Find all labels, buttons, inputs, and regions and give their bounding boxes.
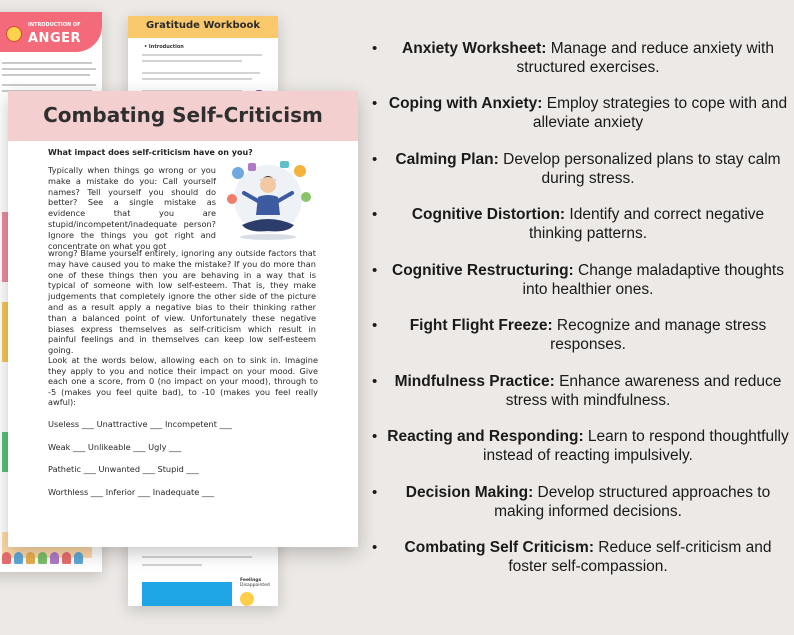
paragraph-biases: wrong? Blame yourself entirely, ignoring any outside factors that may have caused you to make the mistake? If you do more than one of these things then you are behaving in a way that is typical of someone with low self-esteem. That is, they make judgements that completely ignore the other side of the picture and as a result apply a negative bias to their thinking rather than a balanced point of view. Unfortunately these negative biases express themselves as self-criticism which result in painful feelings and in themselves can keep low self-esteem going.	[48, 248, 316, 356]
word-row-3: Pathetic ___ Unwanted ___ Stupid ___	[48, 464, 199, 474]
feature-item	[372, 40, 790, 77]
bullet-icon: •	[372, 428, 378, 445]
feature-desc: Identify and correct negative thinking patterns.	[528, 206, 765, 242]
question-heading: What impact does self-criticism have on you?	[48, 148, 253, 157]
feature-name: Anxiety Worksheet:	[402, 40, 547, 57]
bullet-icon: •	[372, 151, 378, 168]
bullet-icon: •	[372, 262, 378, 279]
self-criticism-worksheet	[8, 91, 358, 547]
answer-box	[142, 582, 232, 606]
feature-name: Calming Plan:	[395, 151, 499, 168]
word-row-2: Weak ___ Unlikeable ___ Ugly ___	[48, 442, 182, 452]
bullet-icon: •	[372, 373, 378, 390]
feature-desc: Develop structured approaches to making informed decisions.	[494, 484, 771, 520]
anger-intro-label: INTRODUCTION OF	[28, 22, 81, 28]
feature-item	[372, 539, 790, 576]
feature-name: Cognitive Distortion:	[411, 206, 566, 223]
worksheet-title: Combating Self-Criticism	[43, 103, 323, 127]
feature-name: Decision Making:	[405, 484, 534, 501]
meditating-person-illustration	[222, 159, 314, 247]
feature-desc: Learn to respond thoughtfully instead of reacting impulsively.	[483, 428, 789, 464]
paragraph-instructions: Look at the words below, allowing each on to sink in. Imagine they apply to you and notice their impact on your mood. Give each one a score, from 0 (no impact on your mood), through to -5 (makes you feel quite bad), to -10 (makes you feel really awful):	[48, 355, 318, 408]
feature-name: Combating Self Criticism:	[404, 539, 594, 556]
bullet-icon: •	[372, 539, 378, 556]
feature-item	[372, 373, 790, 410]
paragraph-intro: Typically when things go wrong or you make a mistake do you: Call yourself names? Tell yourself you should do better? See a single mistake as evidence that you are stupid/incompetent/inadequate person? Ignore the things you got right and concentrate on what you got	[48, 165, 216, 251]
feature-name: Cognitive Restructuring:	[392, 262, 574, 279]
feature-desc: Manage and reduce anxiety with structured exercises.	[516, 40, 774, 76]
feature-item	[372, 317, 790, 354]
feelings-label: Feelings Disappointed	[240, 578, 270, 588]
feature-desc: Recognize and manage stress responses.	[550, 317, 767, 353]
gratitude-intro-label: • Introduction	[144, 44, 184, 50]
bullet-icon: •	[372, 206, 378, 223]
feature-desc: Reduce self-criticism and foster self-compassion.	[508, 539, 772, 575]
bullet-icon: •	[372, 40, 378, 57]
bullet-icon: •	[372, 317, 378, 334]
feature-name: Mindfulness Practice:	[394, 373, 555, 390]
feature-item	[372, 95, 790, 132]
disappointed-face-icon	[240, 592, 254, 606]
word-row-4: Worthless ___ Inferior ___ Inadequate ___	[48, 487, 215, 497]
feature-desc: Employ strategies to cope with and alleviate anxiety	[532, 95, 788, 131]
feature-item	[372, 484, 790, 521]
word-row-1: Useless ___ Unattractive ___ Incompetent ___	[48, 419, 232, 429]
feature-name: Fight Flight Freeze:	[409, 317, 553, 334]
anger-title: ANGER	[28, 31, 82, 46]
feature-desc: Change maladaptive thoughts into healthier ones.	[522, 262, 784, 298]
bullet-icon: •	[372, 484, 378, 501]
feature-item	[372, 206, 790, 243]
feature-name: Coping with Anxiety:	[388, 95, 543, 112]
people-illustration	[2, 552, 102, 566]
feature-desc: Enhance awareness and reduce stress with mindfulness.	[505, 373, 782, 409]
feature-name: Reacting and Responding:	[387, 428, 584, 445]
feature-item	[372, 428, 790, 465]
feature-desc: Develop personalized plans to stay calm during stress.	[498, 151, 781, 187]
feature-item	[372, 151, 790, 188]
bullet-icon: •	[372, 95, 378, 112]
feature-item	[372, 262, 790, 299]
gratitude-title: Gratitude Workbook	[145, 20, 261, 31]
angry-face-icon	[6, 26, 22, 42]
